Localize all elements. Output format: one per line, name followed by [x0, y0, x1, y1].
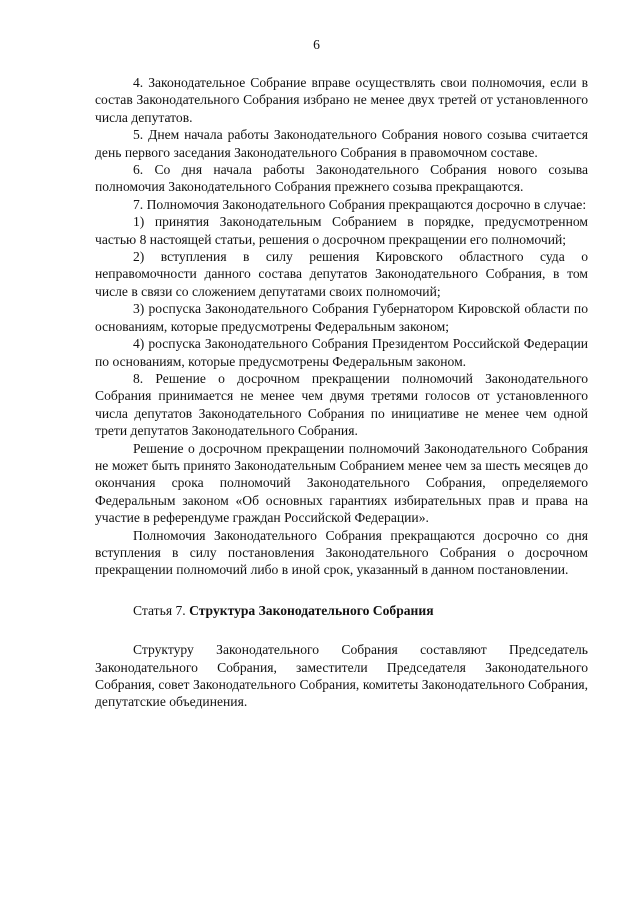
- article-heading: [95, 602, 588, 619]
- article-text: Структуру Законодательного Собрания составляют Председатель Законодательного Собрания, заместители Председателя Законодательного Собрания, совет Законодательного Собрания, комитеты Законодательного Собрания, депутатские объединения.: [95, 642, 588, 710]
- article-prefix: Статья 7.: [133, 602, 186, 618]
- article-title: Структура Законодательного Собрания: [189, 602, 434, 618]
- document-body: [95, 74, 588, 711]
- page-number: 6: [313, 37, 320, 52]
- paragraph-part-7: 7. Полномочия Законодательного Собрания прекращаются досрочно в случае:: [133, 196, 587, 212]
- list-item-3: 3) роспуска Законодательного Собрания Губернатором Кировской области по основаниям, которые предусмотрены Федеральным законом;: [95, 301, 588, 334]
- list-item-1: 1) принятия Законодательным Собранием в порядке, предусмотренном частью 8 настоящей статьи, решения о досрочном прекращении его полномочий;: [95, 214, 588, 247]
- paragraph-early-termination: Полномочия Законодательного Собрания прекращаются досрочно со дня вступления в силу постановления Законодательного Собрания о досрочном прекращении полномочий либо в иной срок, указанный в данном постановлении.: [95, 527, 588, 578]
- paragraph-part-6: 6. Со дня начала работы Законодательного Собрания нового созыва полномочия Законодательного Собрания прежнего созыва прекращаются.: [95, 162, 588, 195]
- spacer: [95, 619, 588, 641]
- paragraph-part-4: 4. Законодательное Собрание вправе осуществлять свои полномочия, если в состав Законодательного Собрания избрано не менее двух третей от установленного числа депутатов.: [95, 75, 588, 125]
- paragraph-part-8: 8. Решение о досрочном прекращении полномочий Законодательного Собрания принимается не менее чем двумя третями голосов от установленного числа депутатов Законодательного Собрания по инициативе не менее чем одной трети депутатов Законодательного Собрания.: [95, 370, 588, 439]
- paragraph-dissolution-limit: Решение о досрочном прекращении полномочий Законодательного Собрания не может быть принято Законодательным Собранием менее чем за шесть месяцев до окончания срока полномочий Законодательного Собрания, определяемого Федеральным законом «Об основных гарантиях избирательных прав и права на участие в референдуме граждан Российской Федерации».: [95, 440, 588, 526]
- list-item-4: 4) роспуска Законодательного Собрания Президентом Российской Федерации по основаниям, которые предусмотрены Федеральным законом.: [95, 336, 588, 369]
- spacer: [95, 579, 588, 602]
- paragraph-part-5: 5. Днем начала работы Законодательного Собрания нового созыва считается день первого заседания Законодательного Собрания в правомочном составе.: [95, 127, 588, 160]
- list-item-2: 2) вступления в силу решения Кировского областного суда о неправомочности данного состава депутатов Законодательного Собрания, в том числе в связи со сложением депутатами своих полномочий;: [95, 249, 588, 299]
